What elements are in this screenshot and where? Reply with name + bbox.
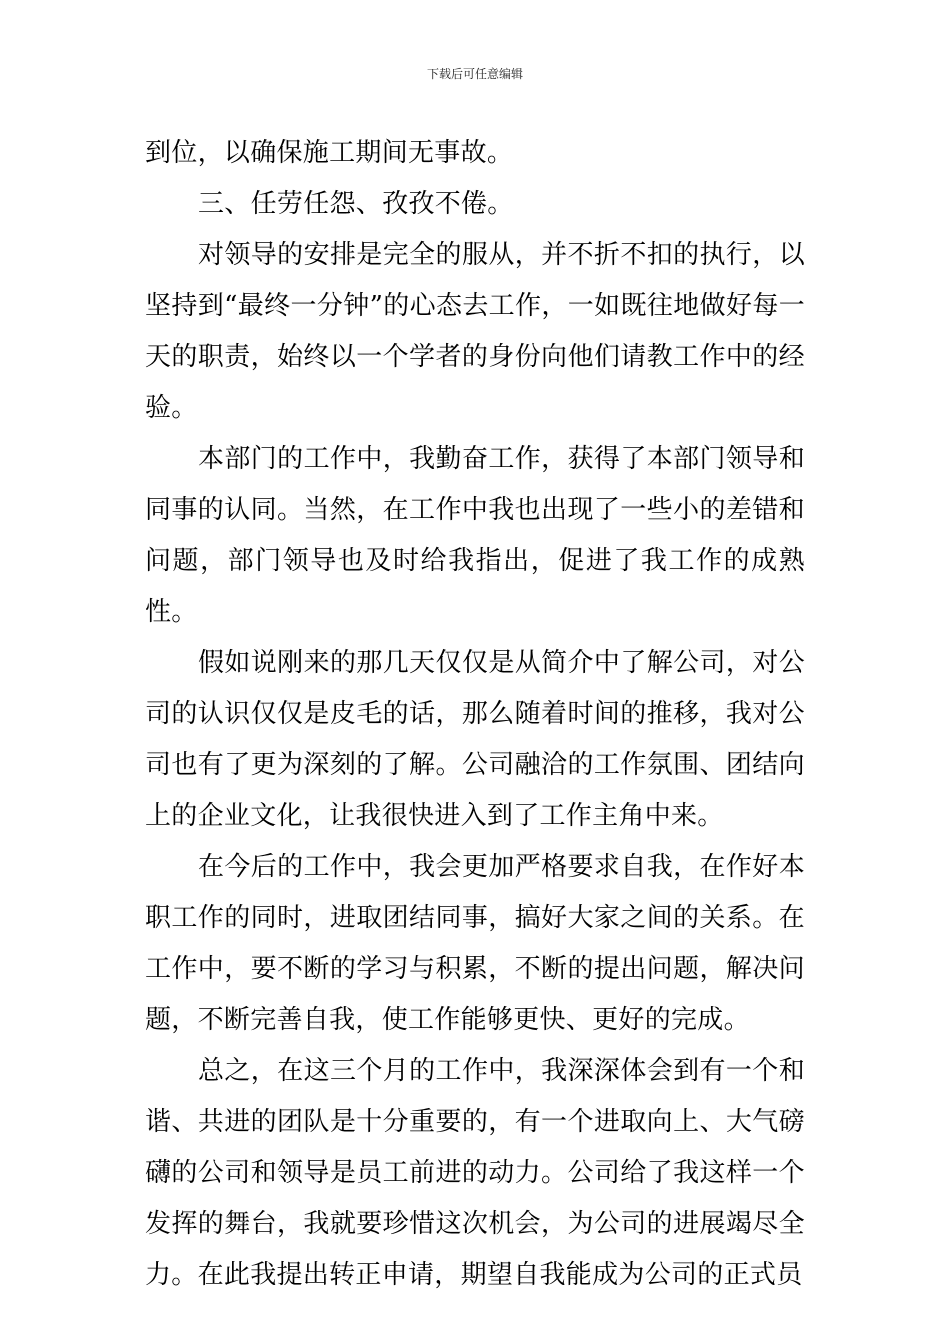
section-heading: 三、任劳任怨、孜孜不倦。 (198, 189, 514, 219)
paragraph: 总之，在这三个月的工作中，我深深体会到有一个和谐、共进的团队是十分重要的，有一个进取向上、大气磅礴的公司和领导是员工前进的动力。公司给了我这样一个发挥的舞台，我就要珍惜这次机会，为公司的进展竭尽全力。在此我提出转正申请，期望自我能成为公司的正式员 (145, 1056, 805, 1290)
page-header-note: 下载后可任意编辑 (426, 67, 523, 81)
paragraph: 假如说刚来的那几天仅仅是从简介中了解公司，对公司的认识仅仅是皮毛的话，那么随着时间的推移，我对公司也有了更为深刻的了解。公司融洽的工作氛围、团结向上的企业文化，让我很快进入到了工作主角中来。 (145, 648, 805, 831)
paragraph-continuation: 到位，以确保施工期间无事故。 (145, 138, 514, 168)
paragraph: 对领导的安排是完全的服从，并不折不扣的执行，以坚持到“最终一分钟”的心态去工作，一如既往地做好每一天的职责，始终以一个学者的身份向他们请教工作中的经验。 (145, 240, 805, 423)
paragraph: 本部门的工作中，我勤奋工作，获得了本部门领导和同事的认同。当然，在工作中我也出现了一些小的差错和问题，部门领导也及时给我指出，促进了我工作的成熟性。 (145, 444, 805, 627)
document-body (145, 128, 805, 1301)
paragraph: 在今后的工作中，我会更加严格要求自我，在作好本职工作的同时，进取团结同事，搞好大家之间的关系。在工作中，要不断的学习与积累，不断的提出问题，解决问题，不断完善自我，使工作能够更快、更好的完成。 (145, 852, 805, 1035)
